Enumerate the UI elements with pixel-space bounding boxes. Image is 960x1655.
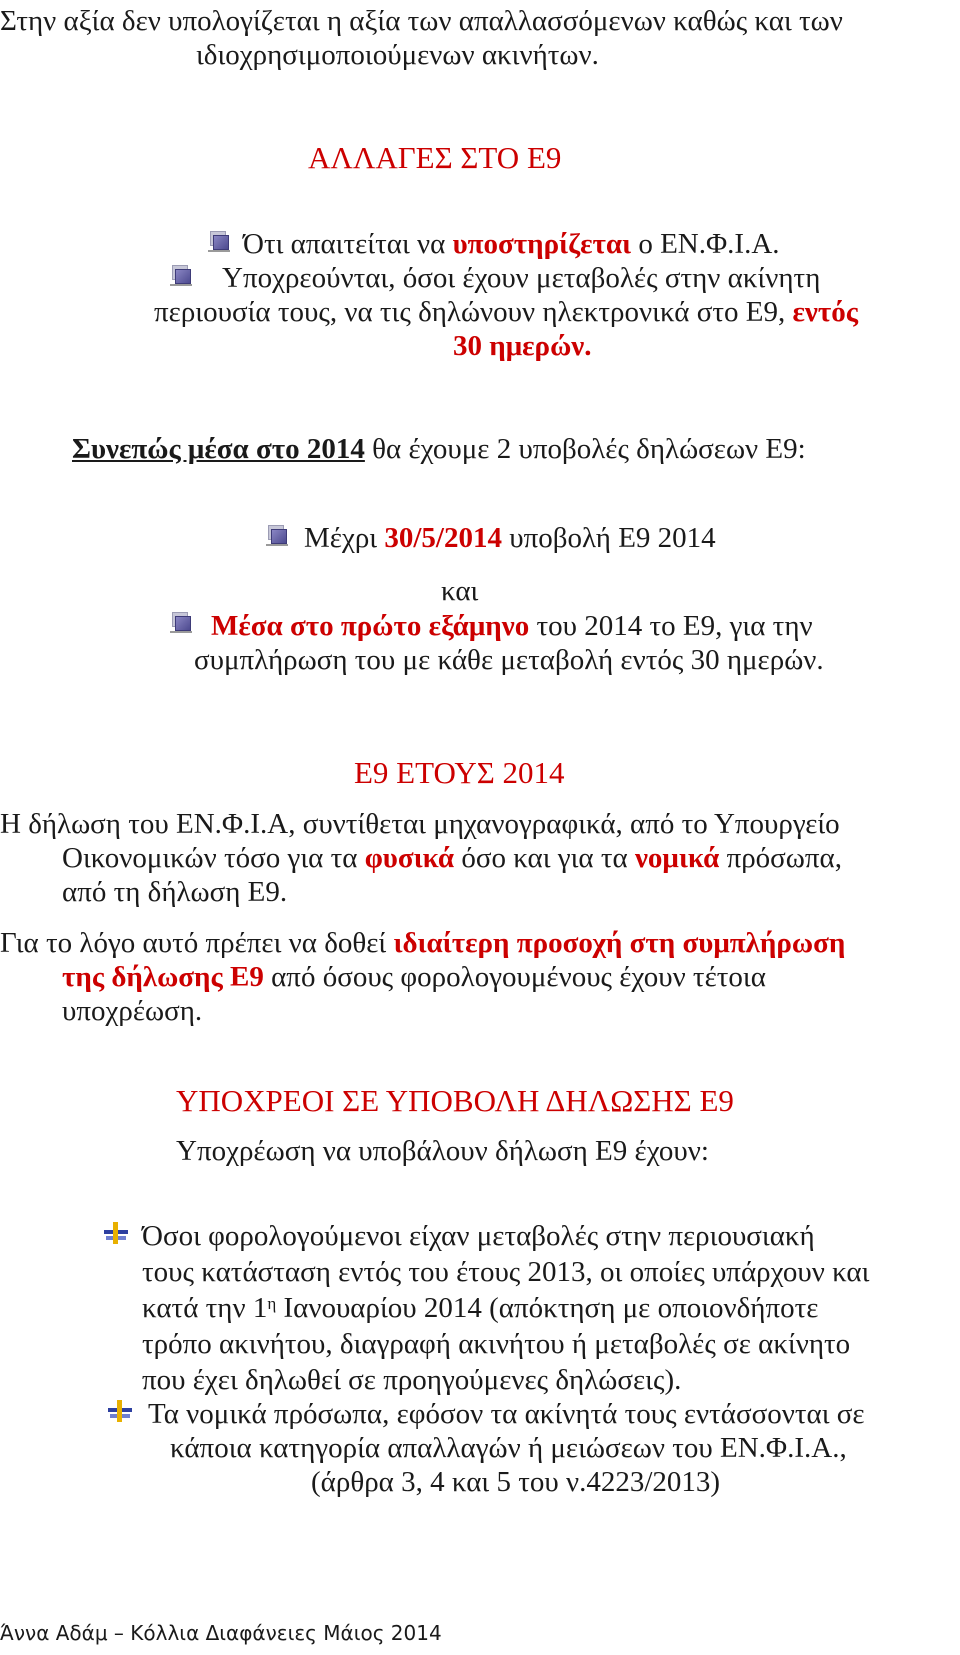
consequence-bullet-1: Μέχρι 30/5/2014 υποβολή Ε9 2014 — [304, 522, 716, 554]
legal-persons-highlight: νομικά — [634, 842, 720, 874]
physical-persons-highlight: φυσικά — [364, 842, 455, 874]
consequence-and: και — [441, 575, 479, 607]
obliged-subheading: Υποχρέωση να υποβάλουν δήλωση Ε9 έχουν: — [176, 1135, 709, 1167]
e9-2014-p1-line-1: Η δήλωση του ΕΝ.Φ.Ι.Α, συντίθεται μηχανογραφικά, από το Υπουργείο — [0, 808, 840, 840]
changes-bullet-1-highlight: υποστηρίζεται — [452, 228, 632, 260]
e9-2014-p2-line-2: της δήλωσης Ε9 από όσους φορολογουμένους έχουν τέτοια — [62, 961, 766, 993]
obliged-bullet-2-line-2: κάποια κατηγορία απαλλαγών ή μειώσεων του ΕΝ.Φ.Ι.Α., — [170, 1432, 847, 1464]
consequence-underlined: Συνεπώς μέσα στο 2014 — [72, 433, 365, 465]
changes-heading: ΑΛΛΑΓΕΣ ΣΤΟ Ε9 — [308, 140, 562, 175]
square-bullet-icon — [170, 265, 192, 285]
consequence-bullet-1-date: 30/5/2014 — [384, 522, 502, 554]
obliged-bullet-1-line-2: τους κατάσταση εντός του έτους 2013, οι οποίες υπάρχουν και — [142, 1256, 870, 1288]
obliged-heading: ΥΠΟΧΡΕΟΙ ΣΕ ΥΠΟΒΟΛΗ ΔΗΛΩΣΗΣ Ε9 — [176, 1083, 734, 1118]
intro-line-1: Στην αξία δεν υπολογίζεται η αξία των απαλλασσόμενων καθώς και των — [0, 5, 843, 37]
changes-bullet-2-line-2: περιουσία τους, να τις δηλώνουν ηλεκτρονικά στο Ε9, εντός — [154, 296, 858, 328]
consequence-bullet-2-highlight: Μέσα στο πρώτο εξάμηνο — [211, 610, 530, 642]
changes-bullet-2-line-1: Υποχρεούνται, όσοι έχουν μεταβολές στην ακίνητη — [222, 262, 821, 294]
intro-line-2: ιδιοχρησιμοποιούμενων ακινήτων. — [196, 39, 599, 71]
e9-2014-p1-line-2: Οικονομικών τόσο για τα φυσικά όσο και για τα νομικά πρόσωπα, — [62, 842, 842, 874]
obliged-bullet-2-line-1: Τα νομικά πρόσωπα, εφόσον τα ακίνητά τους εντάσσονται σε — [148, 1398, 865, 1430]
square-bullet-icon — [266, 525, 288, 545]
obliged-bullet-1-line-3: κατά την $1^\eta$ Ιανουαρίου 2014 (απόκτηση με οποιονδήποτε — [142, 1292, 819, 1324]
e9-2014-p1-line-3: από τη δήλωση Ε9. — [62, 876, 288, 908]
square-bullet-icon — [208, 231, 230, 251]
e9-2014-p2-line-1: Για το λόγο αυτό πρέπει να δοθεί ιδιαίτερη προσοχή στη συμπλήρωση — [0, 927, 846, 959]
consequence-bullet-2: Μέσα στο πρώτο εξάμηνο του 2014 το Ε9, για την — [211, 610, 813, 642]
footer: Άννα Αδάμ – Κόλλια Διαφάνειες Μάιος 2014 — [0, 1621, 442, 1645]
consequence-bullet-2-line-2: συμπλήρωση του με κάθε μεταβολή εντός 30 ημερών. — [194, 644, 824, 676]
obliged-bullet-2-line-3: (άρθρα 3, 4 και 5 του ν.4223/2013) — [311, 1466, 721, 1498]
obliged-bullet-1-line-4: τρόπο ακινήτου, διαγραφή ακινήτου ή μεταβολές σε ακίνητο — [142, 1328, 851, 1360]
consequence-line: Συνεπώς μέσα στο 2014 θα έχουμε 2 υποβολές δηλώσεων Ε9: — [72, 433, 806, 465]
e9-2014-heading: Ε9 ΕΤΟΥΣ 2014 — [354, 755, 565, 790]
plus-bullet-icon — [108, 1400, 132, 1424]
changes-bullet-1: Ότι απαιτείται να υποστηρίζεται ο ΕΝ.Φ.Ι.Α. — [243, 228, 780, 260]
obliged-bullet-1-line-1: Όσοι φορολογούμενοι είχαν μεταβολές στην περιουσιακή — [142, 1220, 815, 1252]
attention-highlight: ιδιαίτερη προσοχή στη συμπλήρωση — [393, 927, 846, 959]
square-bullet-icon — [170, 612, 192, 632]
e9-2014-p2-line-3: υποχρέωση. — [62, 995, 203, 1027]
plus-bullet-icon — [104, 1222, 128, 1246]
changes-bullet-2-highlight: εντός — [792, 296, 858, 328]
changes-bullet-2-line-3: 30 ημερών. — [453, 330, 592, 362]
obliged-bullet-1-line-5: που έχει δηλωθεί σε προηγούμενες δηλώσεις). — [142, 1364, 682, 1396]
declaration-highlight: της δήλωσης Ε9 — [62, 961, 264, 993]
